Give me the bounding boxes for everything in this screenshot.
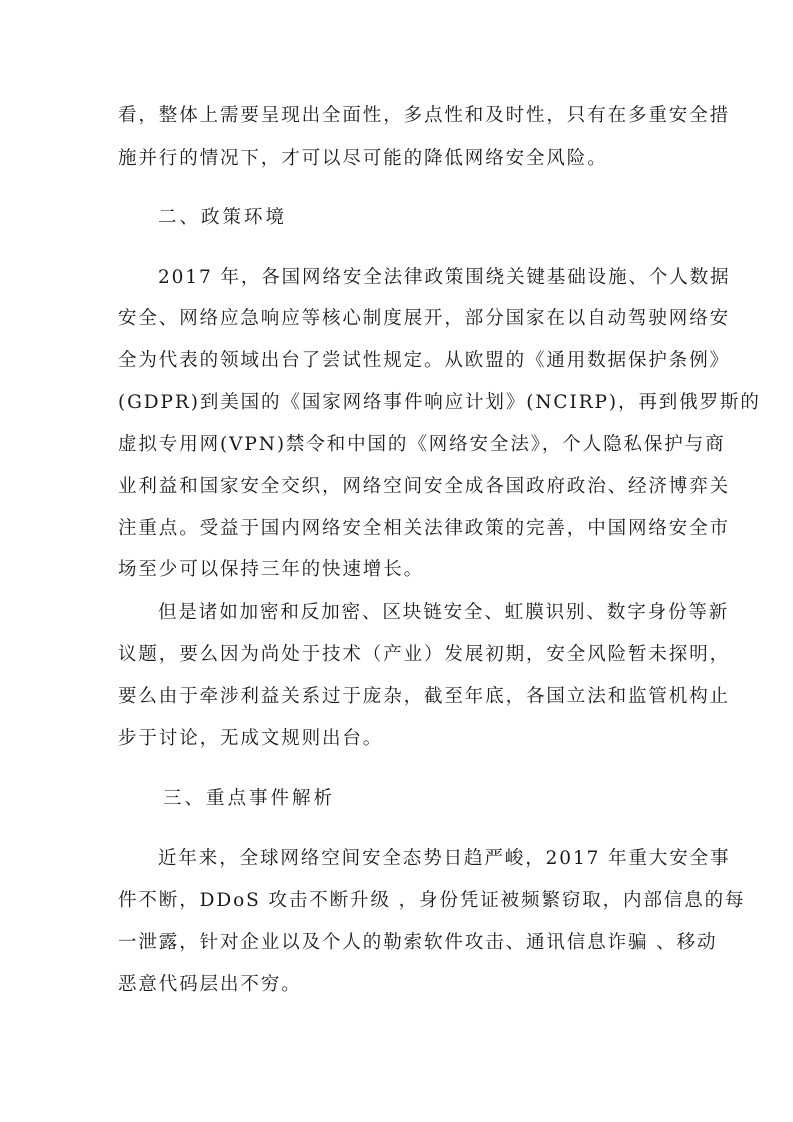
body-text-line: 场至少可以保持三年的快速增长。 [118, 559, 425, 580]
body-text-line: 看，整体上需要呈现出全面性，多点性和及时性，只有在多重安全措 [118, 105, 731, 126]
body-text-line: 恶意代码层出不穷。 [118, 974, 302, 995]
body-text-line: 但是诸如加密和反加密、区块链安全、虹膜识别、数字身份等新 [158, 602, 730, 623]
body-text-line: 步于讨论，无成文规则出台。 [118, 728, 384, 749]
body-text-line: 施并行的情况下，才可以尽可能的降低网络安全风险。 [118, 148, 608, 169]
body-text-line: 2017 年，各国网络安全法律政策围绕关键基础设施、个人数据 [158, 267, 731, 288]
body-text-line: 安全、网络应急响应等核心制度展开，部分国家在以自动驾驶网络安 [118, 308, 731, 329]
body-text-line: 议题，要么因为尚处于技术（产业）发展初期，安全风险暂未探明， [118, 644, 731, 665]
body-text-line: 近年来，全球网络空间安全态势日趋严峻，2017 年重大安全事 [158, 848, 731, 869]
body-text-line: 虚拟专用网(VPN)禁令和中国的《网络安全法》，个人隐私保护与商 [118, 434, 726, 455]
body-text-line: 业利益和国家安全交织，网络空间安全成各国政府政治、经济博弈关 [118, 476, 731, 497]
section-heading-key-events: 三、重点事件解析 [163, 788, 336, 809]
body-text-line: (GDPR)到美国的《国家网络事件响应计划》(NCIRP)，再到俄罗斯的 [118, 392, 761, 413]
body-text-line: 要么由于牵涉利益关系过于庞杂，截至年底，各国立法和监管机构止 [118, 686, 731, 707]
body-text-line: 注重点。受益于国内网络安全相关法律政策的完善，中国网络安全市 [118, 518, 731, 539]
body-text-line: 一泄露，针对企业以及个人的勒索软件攻击、通讯信息诈骗 、移动 [118, 932, 718, 953]
body-text-line: 全为代表的领域出台了尝试性规定。从欧盟的《通用数据保护条例》 [118, 350, 731, 371]
section-heading-policy: 二、政策环境 [158, 207, 288, 228]
body-text-line: 件不断，DDoS 攻击不断升级 ，身份凭证被频繁窃取，内部信息的每 [118, 890, 746, 911]
